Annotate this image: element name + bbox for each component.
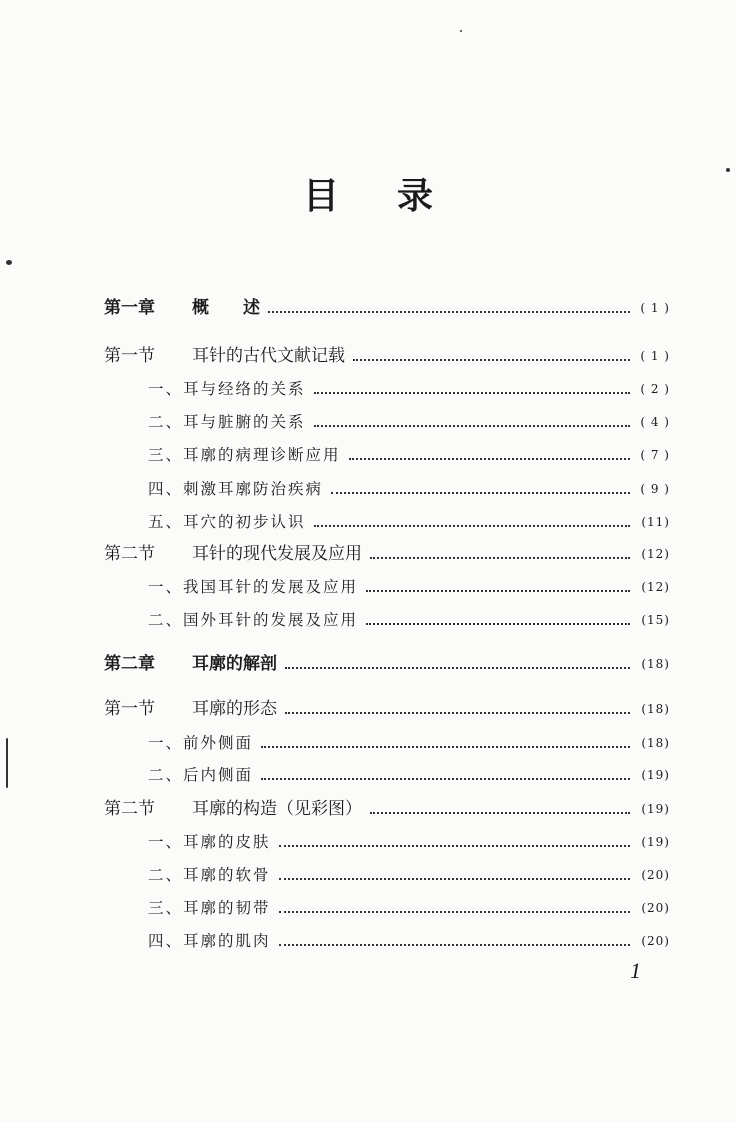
toc-entry-label: 三、耳廓的韧带 <box>148 899 271 917</box>
toc-entry-label: 一、耳与经络的关系 <box>148 380 306 398</box>
toc-entry <box>104 542 670 566</box>
toc-entry-page: (11) <box>641 515 670 529</box>
toc-entry <box>148 763 670 787</box>
toc-entry <box>104 652 670 676</box>
toc-entry-page: (19) <box>641 768 670 782</box>
toc-entry-page: ( 7 ) <box>640 448 670 462</box>
toc-entry-page: ( 2 ) <box>640 382 670 396</box>
dot-leader <box>353 359 630 361</box>
toc-entry-page: ( 4 ) <box>640 415 670 429</box>
toc-entry-label: 耳针的现代发展及应用 <box>192 544 362 564</box>
title-part-2: 录 <box>397 176 434 217</box>
toc-entry-label: 二、国外耳针的发展及应用 <box>148 611 359 629</box>
dot-leader <box>370 812 630 814</box>
scan-speck <box>460 30 462 32</box>
toc-entry <box>148 896 670 920</box>
toc-entry-label: 耳廓的构造（见彩图） <box>192 799 362 819</box>
toc-entry <box>104 296 670 320</box>
toc-entry-page: (18) <box>641 702 670 716</box>
dot-leader <box>261 778 630 780</box>
toc-entry <box>148 863 670 887</box>
toc-entry-label: 耳廓的形态 <box>192 699 277 719</box>
scan-speck <box>726 168 730 172</box>
dot-leader <box>314 425 630 427</box>
toc-entry <box>148 377 670 401</box>
toc-entry-label: 二、后内侧面 <box>148 766 254 784</box>
page-number: 1 <box>630 958 641 983</box>
toc-entry-page: (18) <box>641 657 670 671</box>
toc-entry-number: 第二节 <box>104 544 155 564</box>
toc-entry-number: 第二章 <box>104 654 155 674</box>
toc-entry-page: (15) <box>641 613 670 627</box>
dot-leader <box>331 492 630 494</box>
toc-entry <box>148 443 670 467</box>
toc-entry <box>104 344 670 368</box>
toc-entry <box>148 608 670 632</box>
toc-entry-page: ( 1 ) <box>640 301 670 315</box>
toc-entry-label: 一、耳廓的皮肤 <box>148 833 271 851</box>
dot-leader <box>285 712 630 714</box>
toc-entry-label: 二、耳与脏腑的关系 <box>148 413 306 431</box>
toc-entry-label: 三、耳廓的病理诊断应用 <box>148 446 341 464</box>
toc-entry-page: (12) <box>641 580 670 594</box>
dot-leader <box>314 392 630 394</box>
toc-entry <box>148 575 670 599</box>
toc-entry-label: 耳针的古代文献记载 <box>192 346 345 366</box>
toc-entry-page: (12) <box>641 547 670 561</box>
dot-leader <box>285 667 630 669</box>
toc-entry-label: 二、耳廓的软骨 <box>148 866 271 884</box>
toc-entry <box>148 510 670 534</box>
toc-entry <box>148 830 670 854</box>
toc-entry-page: (20) <box>641 868 670 882</box>
toc-entry-page: (18) <box>641 736 670 750</box>
toc-entry-label: 四、耳廓的肌肉 <box>148 932 271 950</box>
dot-leader <box>349 458 630 460</box>
dot-leader <box>370 557 630 559</box>
scan-speck <box>6 260 12 265</box>
dot-leader <box>314 525 630 527</box>
scan-speck <box>6 738 8 788</box>
toc-entry-label: 一、前外侧面 <box>148 734 254 752</box>
dot-leader <box>366 590 630 592</box>
toc-entry <box>148 731 670 755</box>
toc-entry-page: (19) <box>641 802 670 816</box>
toc-entry <box>104 797 670 821</box>
dot-leader <box>279 845 630 847</box>
toc-entry-label: 五、耳穴的初步认识 <box>148 513 306 531</box>
title-part-1: 目 <box>302 176 339 217</box>
toc-entry-page: (19) <box>641 835 670 849</box>
toc-entry-page: ( 1 ) <box>640 349 670 363</box>
toc-entry <box>148 410 670 434</box>
toc-entry <box>148 477 670 501</box>
toc-entry-label: 概 述 <box>192 298 260 318</box>
page-title <box>0 168 736 219</box>
toc-entry-number: 第一节 <box>104 346 155 366</box>
toc-entry-label: 一、我国耳针的发展及应用 <box>148 578 359 596</box>
dot-leader <box>268 311 630 313</box>
toc-entry-page: ( 9 ) <box>640 482 670 496</box>
dot-leader <box>279 911 630 913</box>
dot-leader <box>261 746 630 748</box>
toc-entry-label: 耳廓的解剖 <box>192 654 277 674</box>
toc-entry-page: (20) <box>641 934 670 948</box>
toc-entry-page: (20) <box>641 901 670 915</box>
dot-leader <box>279 944 630 946</box>
dot-leader <box>366 623 630 625</box>
toc-entry <box>148 929 670 953</box>
toc-entry-number: 第一节 <box>104 699 155 719</box>
toc-entry <box>104 697 670 721</box>
dot-leader <box>279 878 630 880</box>
toc-entry-number: 第一章 <box>104 298 155 318</box>
toc-entry-label: 四、刺激耳廓防治疾病 <box>148 480 324 498</box>
toc-entry-number: 第二节 <box>104 799 155 819</box>
